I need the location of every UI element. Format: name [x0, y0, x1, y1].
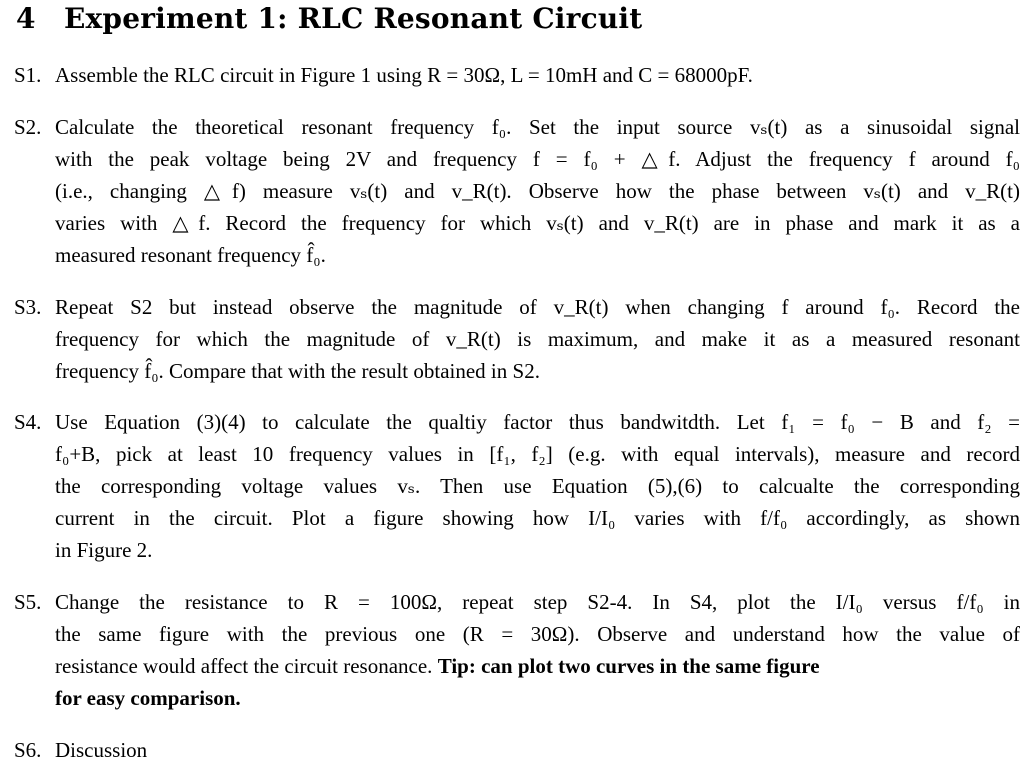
step-label: S2.	[14, 115, 42, 139]
step-line: the same figure with the previous one (R = 30Ω). Observe and understand how the value of	[55, 622, 1020, 646]
step-line: current in the circuit. Plot a figure showing how I/I₀ varies with f/f₀ accordingly, as shown	[55, 506, 1020, 530]
step-line: the corresponding voltage values vₛ. Then use Equation (5),(6) to calcualte the corresponding	[55, 474, 1020, 498]
step-label: S5.	[14, 590, 42, 614]
step-line: Assemble the RLC circuit in Figure 1 using R = 30Ω, L = 10mH and C = 68000pF.	[55, 63, 753, 87]
step-text: resistance would affect the circuit resonance.	[55, 654, 433, 678]
step-line-with-tip	[55, 650, 1020, 682]
step-label: S4.	[14, 410, 42, 434]
section-number: 4	[16, 2, 36, 35]
step-label: S3.	[14, 295, 42, 319]
step-line: Calculate the theoretical resonant frequency f₀. Set the input source vₛ(t) as a sinusoidal signal	[55, 115, 1020, 139]
step-line: Repeat S2 but instead observe the magnitude of v_R(t) when changing f around f₀. Record the	[55, 295, 1020, 319]
step-line: Discussion	[55, 738, 148, 762]
step-label: S1.	[14, 63, 42, 87]
section-heading	[16, 2, 642, 35]
step-line: with the peak voltage being 2V and frequency f = f₀ + △f. Adjust the frequency f around f₀	[55, 147, 1020, 171]
step-line: measured resonant frequency f̂₀.	[55, 243, 326, 267]
step-line: (i.e., changing △f) measure vₛ(t) and v_R(t). Observe how the phase between vₛ(t) and v_R(t)	[55, 179, 1020, 203]
tip-continuation: for easy comparison.	[55, 686, 241, 710]
step-line: f₀+B, pick at least 10 frequency values in [f₁, f₂] (e.g. with equal intervals), measure and record	[55, 442, 1020, 466]
step-line: Use Equation (3)(4) to calculate the qualtiy factor thus bandwitdth. Let f₁ = f₀ − B and f₂ =	[55, 410, 1020, 434]
step-line: varies with △f. Record the frequency for which vₛ(t) and v_R(t) are in phase and mark it as a	[55, 211, 1020, 235]
section-title: Experiment 1: RLC Resonant Circuit	[64, 2, 643, 35]
step-line: frequency f̂₀. Compare that with the result obtained in S2.	[55, 359, 540, 383]
step-line: frequency for which the magnitude of v_R(t) is maximum, and make it as a measured resonant	[55, 327, 1020, 351]
step-line: Change the resistance to R = 100Ω, repeat step S2-4. In S4, plot the I/I₀ versus f/f₀ in	[55, 590, 1020, 614]
step-line: in Figure 2.	[55, 538, 153, 562]
tip-text: Tip: can plot two curves in the same figure	[437, 654, 820, 678]
step-label: S6.	[14, 738, 42, 762]
